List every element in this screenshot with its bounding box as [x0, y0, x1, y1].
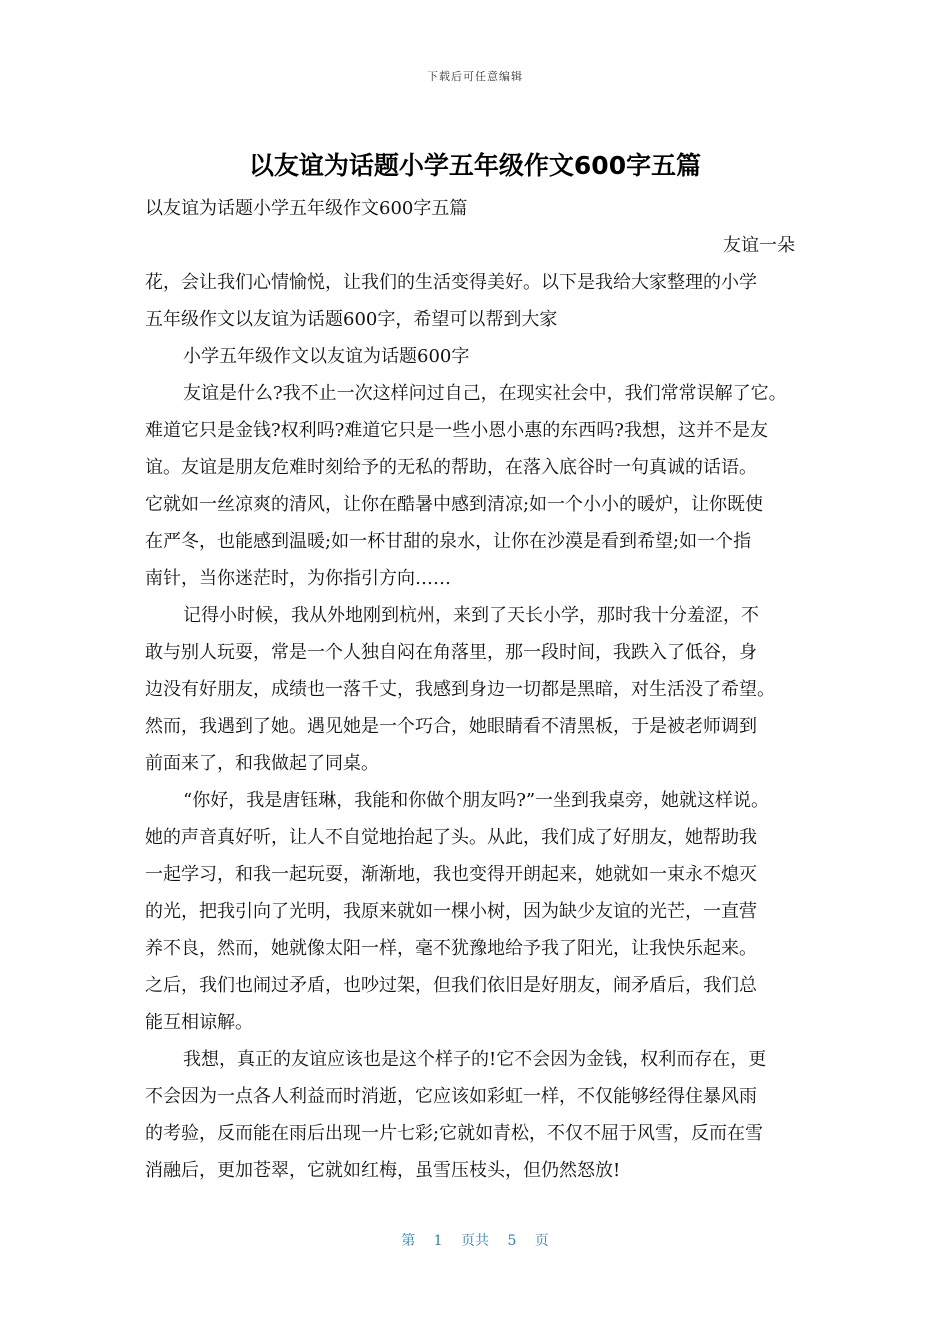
paragraph-line: 消融后，更加苍翠，它就如红梅，虽雪压枝头，但仍然怒放!: [145, 1160, 621, 1181]
intro-line: 花，会让我们心情愉悦，让我们的生活变得美好。以下是我给大家整理的小学: [145, 272, 757, 293]
paragraph-line: 难道它只是金钱?权利吗?难道它只是一些小恩小惠的东西吗?我想，这并不是友: [145, 420, 768, 441]
paragraph-line: 她的声音真好听，让人不自觉地抬起了头。从此，我们成了好朋友，她帮助我: [145, 827, 757, 848]
paragraph-line: 不会因为一点各人利益而时消逝，它应该如彩虹一样，不仅能够经得住暴风雨: [145, 1086, 757, 1107]
paragraph-line: 养不良，然而，她就像太阳一样，毫不犹豫地给予我了阳光，让我快乐起来。: [145, 938, 757, 959]
paragraph-line: “你好，我是唐钰琳，我能和你做个朋友吗?”一坐到我桌旁，她就这样说。: [183, 790, 770, 811]
intro-line: 五年级作文以友谊为话题600字，希望可以帮到大家: [145, 309, 558, 330]
section-heading: 小学五年级作文以友谊为话题600字: [183, 346, 470, 367]
paragraph-line: 前面来了，和我做起了同桌。: [145, 753, 379, 774]
paragraph-line: 友谊是什么?我不止一次这样问过自己，在现实社会中，我们常常误解了它。: [183, 383, 787, 404]
paragraph-line: 的考验，反而能在雨后出现一片七彩;它就如青松，不仅不屈于风雪，反而在雪: [145, 1123, 764, 1144]
paragraph-line: 边没有好朋友，成绩也一落千丈，我感到身边一切都是黑暗，对生活没了希望。: [145, 679, 775, 700]
intro-line: 友谊一朵: [723, 235, 795, 256]
paragraph-line: 之后，我们也闹过矛盾，也吵过架，但我们依旧是好朋友，闹矛盾后，我们总: [145, 975, 757, 996]
paragraph-line: 记得小时候，我从外地刚到杭州，来到了天长小学，那时我十分羞涩，不: [183, 605, 759, 626]
paragraph-line: 在严冬，也能感到温暖;如一杯甘甜的泉水，让你在沙漠是看到希望;如一个指: [145, 531, 752, 552]
paragraph-line: 它就如一丝凉爽的清风，让你在酷暑中感到清凉;如一个小小的暖炉，让你既使: [145, 494, 764, 515]
document-body: [145, 190, 825, 1189]
subtitle-line: 以友谊为话题小学五年级作文600字五篇: [145, 198, 468, 219]
paragraph-line: 敢与别人玩耍，常是一个人独自闷在角落里，那一段时间，我跌入了低谷，身: [145, 642, 757, 663]
paragraph-line: 能互相谅解。: [145, 1012, 253, 1033]
paragraph-line: 然而，我遇到了她。遇见她是一个巧合，她眼睛看不清黑板，于是被老师调到: [145, 716, 757, 737]
paragraph-line: 南针，当你迷茫时，为你指引方向……: [145, 568, 451, 589]
paragraph-line: 的光，把我引向了光明，我原来就如一棵小树，因为缺少友谊的光芒，一直营: [145, 901, 757, 922]
page-number: 第 1 页共 5 页: [401, 1233, 549, 1249]
paragraph-line: 我想，真正的友谊应该也是这个样子的!它不会因为金钱，权利而存在，更: [183, 1049, 767, 1070]
paragraph-line: 谊。友谊是朋友危难时刻给予的无私的帮助，在落入底谷时一句真诚的话语。: [145, 457, 757, 478]
header-note: 下载后可任意编辑: [427, 70, 523, 83]
paragraph-line: 一起学习，和我一起玩耍，渐渐地，我也变得开朗起来，她就如一束永不熄灭: [145, 864, 757, 885]
document-title: 以友谊为话题小学五年级作文600字五篇: [248, 151, 702, 180]
